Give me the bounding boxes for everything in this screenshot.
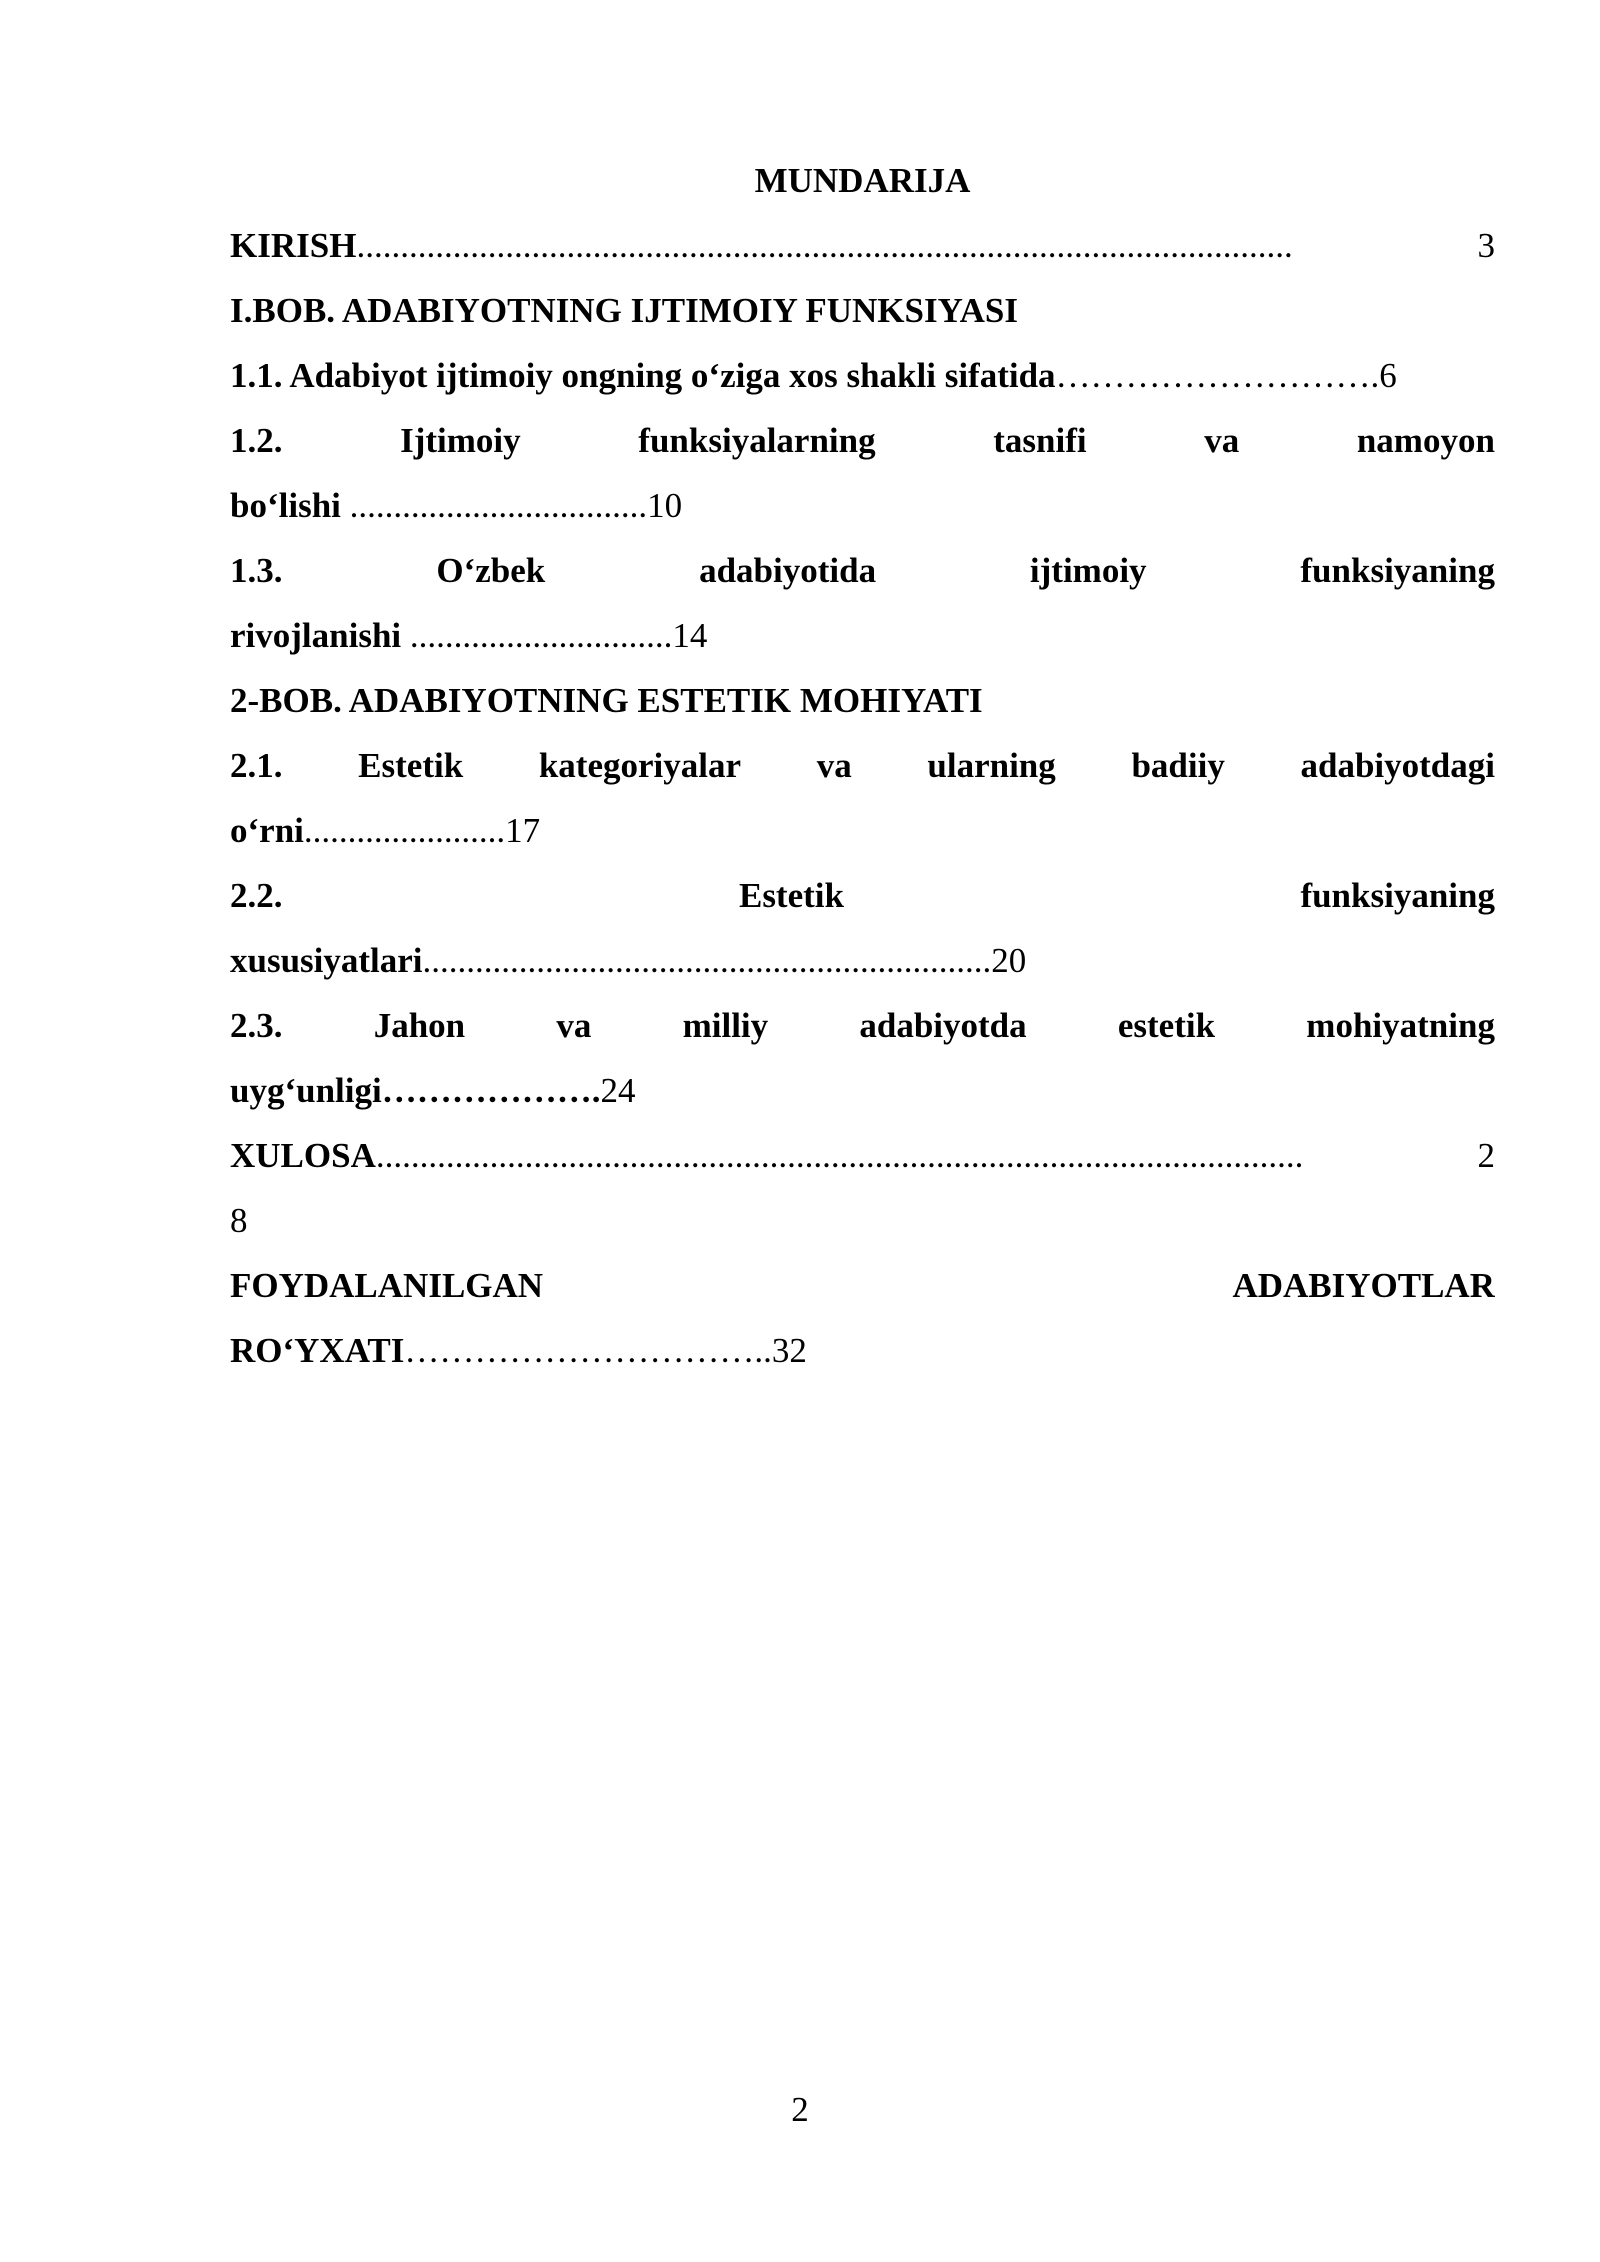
toc-entry-references-line1 [230,1253,1495,1318]
toc-entry-1-2-line1 [230,408,1495,473]
toc-entry-xulosa [230,1123,1495,1188]
chapter-heading-2: 2-BOB. ADABIYOTNING ESTETIK MOHIYATI [230,681,983,720]
chapter-heading-1: I.BOB. ADABIYOTNING IJTIMOIY FUNKSIYASI [230,291,1018,330]
toc-entry-label: rivojlanishi [230,616,402,655]
toc-page-number: 24 [600,1071,636,1110]
toc-page-number: 10 [647,486,683,525]
page-number: 2 [791,2090,809,2129]
leader-dots: .............................. [401,616,673,655]
toc-entry-2-3-line1 [230,993,1495,1058]
toc-page-number: 3 [1477,226,1495,265]
toc-word: 2.1. [230,746,283,785]
toc-entry-1-2-line2 [230,473,1495,538]
toc-page-number-wrap: 8 [230,1201,248,1240]
toc-word: kategoriyalar [538,746,742,785]
leader-dots: ………………………….. [404,1331,772,1370]
toc-word: 1.2. [230,421,283,460]
toc-entry-label: XULOSA [230,1136,376,1175]
leader-dots: ………………. [381,1071,601,1110]
toc-word: O‘zbek [436,551,546,590]
toc-entry-2-3-line2 [230,1058,1495,1123]
toc-entry-label: 1.1. Adabiyot ijtimoiy ongning o‘ziga xos shakli sifatida [230,356,1056,395]
toc-page-number: 20 [991,941,1027,980]
leader-dots: .......................................................................................................... [375,1136,1304,1175]
toc-entry-label: RO‘YXATI [230,1331,405,1370]
toc-word: Estetik [358,746,464,785]
toc-word: badiiy [1131,746,1225,785]
toc-page-number: 32 [771,1331,807,1370]
leader-dots: ................................................................. [422,941,992,980]
toc-entry-label: bo‘lishi [230,486,341,525]
toc-word: funksiyalarning [638,421,876,460]
toc-word: namoyon [1356,421,1495,460]
leader-dots: .................................. [340,486,648,525]
toc-word: FOYDALANILGAN [230,1266,544,1305]
toc-word: Jahon [373,1006,466,1045]
toc-entry-label: o‘rni [230,811,304,850]
toc-page-number: 14 [672,616,708,655]
toc-word: milliy [682,1006,769,1045]
toc-page-number: 2 [1477,1136,1495,1175]
leader-dots: ....................... [303,811,506,850]
toc-word: ularning [927,746,1056,785]
toc-entry-1-1 [230,343,1495,408]
leader-dots: ………………………. [1055,356,1380,395]
toc-entry-kirish [230,213,1495,278]
toc-entry-1-3-line2 [230,603,1495,668]
toc-word: mohiyatning [1306,1006,1495,1045]
toc-entry-label: uyg‘unligi [230,1071,382,1110]
leader-dots: ........................................................................................................... [356,226,1293,265]
toc-word: 2.2. [230,876,283,915]
toc-word: funksiyaning [1300,551,1495,590]
toc-word: adabiyotda [859,1006,1027,1045]
toc-entry-1-3-line1 [230,538,1495,603]
toc-word: 1.3. [230,551,283,590]
toc-word: Estetik [738,876,844,915]
toc-page-number: 17 [505,811,541,850]
toc-page-number: 6 [1379,356,1397,395]
toc-word: adabiyotdagi [1300,746,1495,785]
toc-word: estetik [1117,1006,1216,1045]
toc-entry-2-1-line1 [230,733,1495,798]
toc-entry-label: KIRISH [230,226,357,265]
toc-word: funksiyaning [1300,876,1495,915]
toc-word: adabiyotida [699,551,877,590]
toc-word: va [816,746,852,785]
toc-entry-references-line2 [230,1318,1495,1383]
toc-word: va [556,1006,592,1045]
toc-title: MUNDARIJA [754,161,971,200]
toc-word: va [1204,421,1240,460]
toc-entry-2-1-line2 [230,798,1495,863]
toc-entry-2-2-line2 [230,928,1495,993]
toc-word: 2.3. [230,1006,283,1045]
toc-word: Ijtimoiy [400,421,521,460]
toc-word: ijtimoiy [1029,551,1147,590]
table-of-contents [230,148,1495,1383]
toc-word: tasnifi [993,421,1087,460]
toc-entry-2-2-line1 [230,863,1495,928]
toc-entry-label: xususiyatlari [230,941,423,980]
toc-word: ADABIYOTLAR [1232,1266,1495,1305]
